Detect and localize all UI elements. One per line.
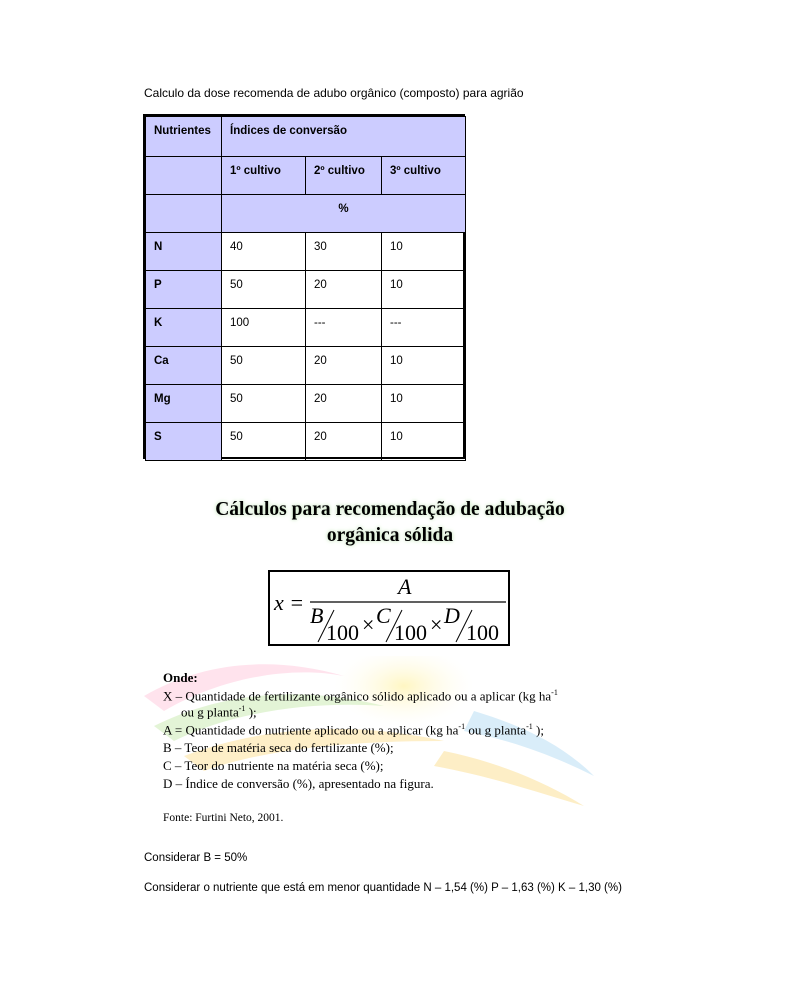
table-row <box>146 385 466 423</box>
formula <box>270 572 508 644</box>
header-cultivo-1: 1º cultivo <box>222 157 306 195</box>
value-cell: 50 <box>222 385 306 423</box>
legend-d-line: D – Índice de conversão (%), apresentado na figura. <box>163 776 434 791</box>
legend-x-line-2: ou g planta$^{-1}$ ); <box>181 704 257 720</box>
formula-times-2: × <box>430 612 443 637</box>
header-nutrients: Nutrientes <box>146 117 222 157</box>
header-cultivo-3: 3º cultivo <box>382 157 466 195</box>
nutrient-cell: P <box>146 271 222 309</box>
legend-title: Onde: <box>163 670 198 685</box>
value-cell: 10 <box>382 385 466 423</box>
value-cell: 10 <box>382 347 466 385</box>
formula-denominator-b: 100 <box>326 620 359 644</box>
legend-x-line-1: X – Quantidade de fertilizante orgânico sólido aplicado ou a aplicar (kg $ha^{-1}$ <box>163 688 558 704</box>
value-cell: 10 <box>382 271 466 309</box>
nutrient-cell: S <box>146 423 222 461</box>
value-cell: 10 <box>382 233 466 271</box>
value-cell: 100 <box>222 309 306 347</box>
formula-denominator-c: 100 <box>394 620 427 644</box>
value-cell: 20 <box>306 385 382 423</box>
formula-d: D <box>444 603 460 628</box>
legend-a-line: A = Quantidade do nutriente aplicado ou a aplicar (kg $ha^{-1}$ ou g planta$^{-1}$ ); <box>163 722 544 738</box>
value-cell: --- <box>306 309 382 347</box>
value-cell: 50 <box>222 423 306 461</box>
value-cell: 20 <box>306 423 382 461</box>
value-cell: --- <box>382 309 466 347</box>
header-conversion-indices: Índices de conversão <box>222 117 466 157</box>
formula-legend <box>144 656 604 836</box>
table-row <box>146 309 466 347</box>
formula-c: C <box>376 603 391 628</box>
formula-times-1: × <box>362 612 375 637</box>
nutrient-cell: N <box>146 233 222 271</box>
formula-box <box>268 570 510 646</box>
nutrient-cell: Ca <box>146 347 222 385</box>
table-row <box>146 347 466 385</box>
note-nutrient: Considerar o nutriente que está em menor quantidade N – 1,54 (%) P – 1,63 (%) K – 1,30 (%) <box>144 882 622 894</box>
legend-b-line: B – Teor de matéria seca do fertilizante (%); <box>163 740 394 755</box>
legend-source: Fonte: Furtini Neto, 2001. <box>163 812 284 824</box>
calculation-heading-line-2: orgânica sólida <box>326 525 454 546</box>
calculation-heading-line-1: Cálculos para recomendação de adubação <box>215 499 565 520</box>
nutrient-cell: K <box>146 309 222 347</box>
formula-numerator: A <box>398 574 412 599</box>
value-cell: 10 <box>382 423 466 461</box>
value-cell: 30 <box>306 233 382 271</box>
formula-denominator-d: 100 <box>466 620 499 644</box>
header-cultivo-2: 2º cultivo <box>306 157 382 195</box>
table-row <box>146 271 466 309</box>
value-cell: 50 <box>222 271 306 309</box>
document-caption: Calculo da dose recomenda de adubo orgânico (composto) para agrião <box>144 86 524 100</box>
calculation-heading <box>150 497 630 549</box>
value-cell: 20 <box>306 347 382 385</box>
table-row <box>146 233 466 271</box>
value-cell: 50 <box>222 347 306 385</box>
formula-b: B <box>310 603 324 628</box>
table-row <box>146 423 466 461</box>
conversion-table <box>143 114 465 459</box>
legend-c-line: C – Teor do nutriente na matéria seca (%); <box>163 758 384 773</box>
value-cell: 40 <box>222 233 306 271</box>
header-blank <box>146 157 222 195</box>
value-cell: 20 <box>306 271 382 309</box>
header-unit: % <box>222 195 466 233</box>
note-b-value: Considerar B = 50% <box>144 852 248 864</box>
header-blank <box>146 195 222 233</box>
nutrient-cell: Mg <box>146 385 222 423</box>
formula-lhs: x = <box>274 590 305 615</box>
